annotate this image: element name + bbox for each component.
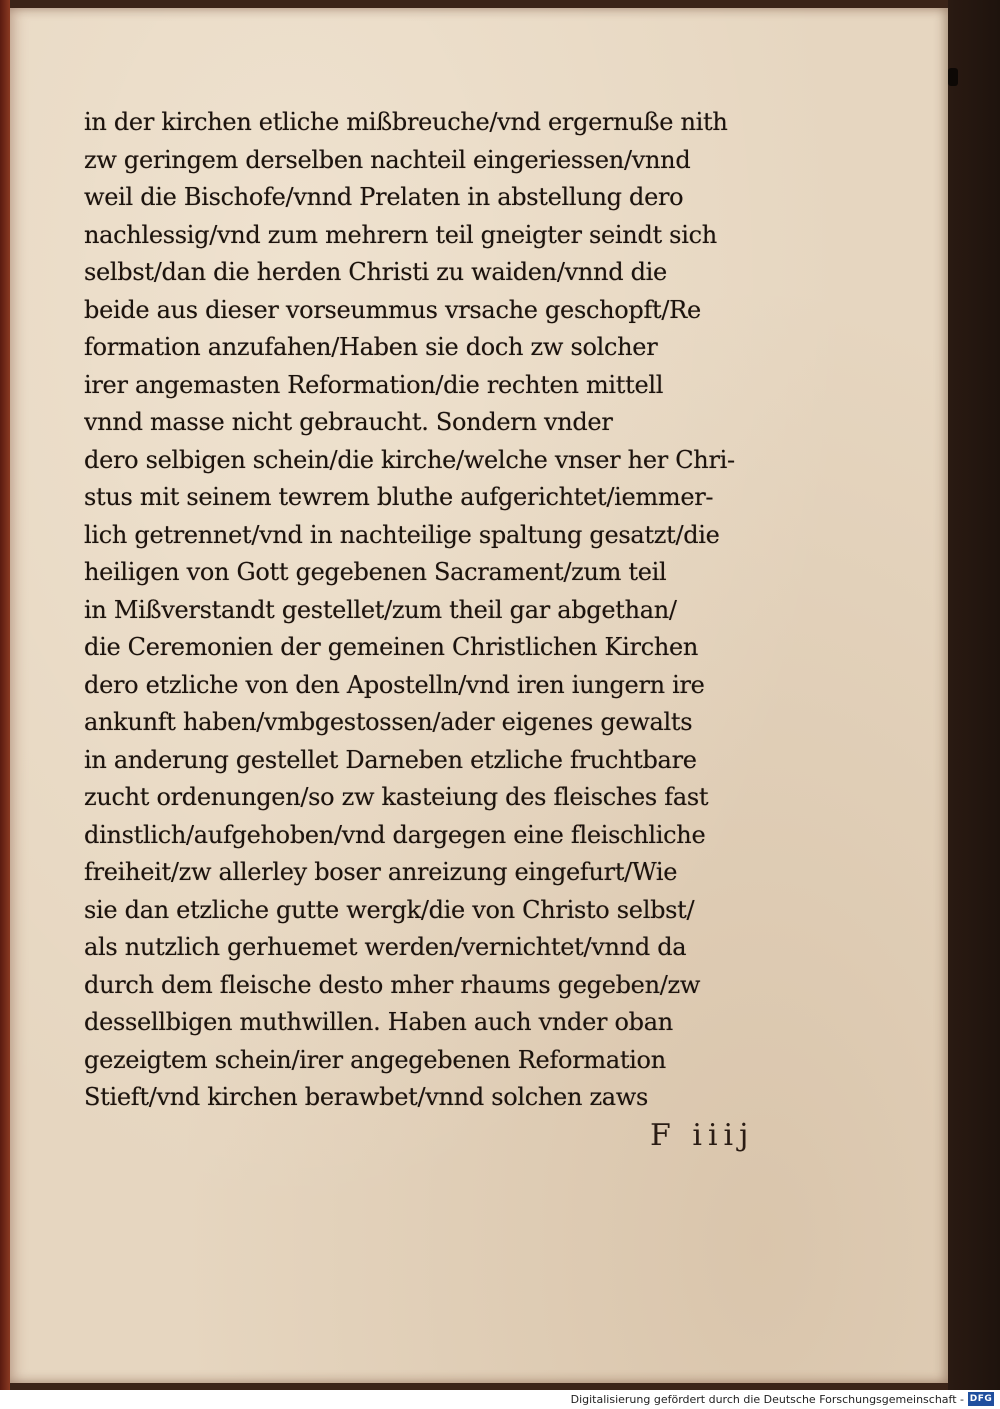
text-line: durch dem fleische desto mher rhaums gegeben/zw [84, 970, 701, 999]
text-line: in der kirchen etliche mißbreuche/vnd ergernuße nith [84, 108, 728, 136]
text-line: nachlessig/vnd zum mehrern teil gneigter seindt sich [84, 220, 717, 249]
text-line: ankunft haben/vmbgestossen/ader eigenes gewalts [84, 708, 693, 736]
text-line: freiheit/zw allerley boser anreizung eingefurt/Wie [84, 858, 678, 886]
text-line: sie dan etzliche gutte wergk/die von Christo selbst/ [84, 895, 695, 924]
text-line: weil die Bischofe/vnnd Prelaten in abstellung dero [84, 183, 684, 211]
text-line: gezeigtem schein/irer angegebenen Reformation [84, 1045, 666, 1074]
text-line: Stieft/vnd kirchen berawbet/vnnd solchen zaws [84, 1083, 649, 1111]
text-line: heiligen von Gott gegebenen Sacrament/zum teil [84, 558, 667, 586]
signature-mark: F iiij [650, 1118, 755, 1153]
text-line: dero selbigen schein/die kirche/welche vnser her Chri- [84, 445, 735, 474]
text-line: selbst/dan die herden Christi zu waiden/vnnd die [84, 258, 667, 286]
edge-mark [948, 68, 958, 86]
text-line: beide aus dieser vorseummus vrsache geschopft/Re [84, 295, 701, 324]
text-line: in anderung gestellet Darneben etzliche fruchtbare [84, 745, 697, 774]
text-line: formation anzufahen/Haben sie doch zw solcher [84, 333, 658, 361]
text-line: dero etzliche von den Apostelln/vnd iren iungern ire [84, 670, 705, 699]
text-line: vnnd masse nicht gebraucht. Sondern vnder [84, 408, 613, 436]
text-line: dessellbigen muthwillen. Haben auch vnder oban [84, 1008, 673, 1036]
text-line: in Mißverstandt gestellet/zum theil gar abgethan/ [84, 595, 677, 624]
dfg-logo: DFG [969, 1394, 993, 1404]
text-line: die Ceremonien der gemeinen Christlichen Kirchen [84, 633, 699, 661]
binding-edge [0, 0, 10, 1390]
text-line: als nutzlich gerhuemet werden/vernichtet/vnnd da [84, 933, 687, 961]
text-line: lich getrennet/vnd in nachteilige spaltung gesatzt/die [84, 520, 720, 549]
text-line: dinstlich/aufgehoben/vnd dargegen eine fleischliche [84, 820, 706, 849]
text-line: irer angemasten Reformation/die rechten mittell [84, 370, 664, 399]
right-board-edge [948, 0, 1000, 1390]
text-line: stus mit seinem tewrem bluthe aufgerichtet/iemmer- [84, 483, 714, 511]
footer-credit: Digitalisierung gefördert durch die Deutsche Forschungsgemeinschaft - [570, 1393, 964, 1406]
text-block [84, 104, 824, 1117]
text-line: zw geringem derselben nachteil eingeriessen/vnnd [84, 145, 691, 174]
text-line: zucht ordenungen/so zw kasteiung des fleisches fast [84, 783, 709, 811]
